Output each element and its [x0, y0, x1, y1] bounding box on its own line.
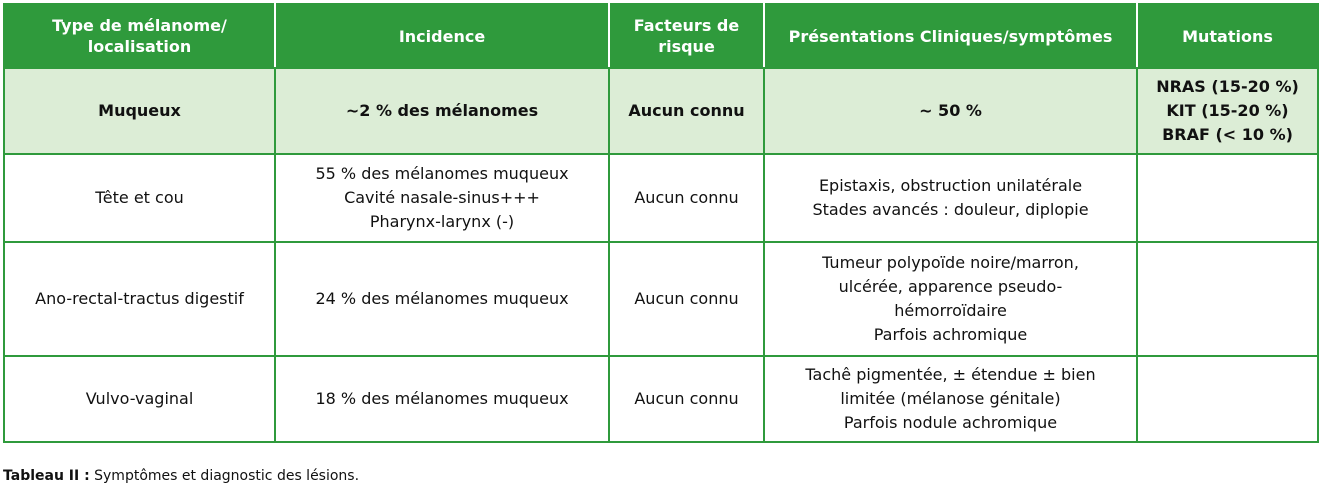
summary-incidence-cell: ~2 % des mélanomes [275, 68, 609, 154]
header-type [4, 4, 275, 68]
symptom-line: Stades avancés : douleur, diplopie [812, 200, 1089, 219]
mutations-cell [1137, 242, 1318, 356]
header-incidence-line: Incidence [398, 26, 486, 46]
mutation-item: KIT (15-20 %) [1166, 101, 1289, 120]
symptom-line: limitée (mélanose génitale) [840, 389, 1061, 408]
risk-cell: Aucun connu [609, 154, 764, 242]
header-incidence [275, 4, 609, 68]
incidence-line: Pharynx-larynx (-) [369, 212, 515, 231]
risk-cell: Aucun connu [609, 356, 764, 442]
header-type-line: localisation [87, 37, 192, 56]
incidence-line: 24 % des mélanomes muqueux [315, 289, 569, 308]
incidence-line: Cavité nasale-sinus+++ [344, 188, 540, 207]
summary-symptoms-cell: ~ 50 % [764, 68, 1137, 154]
symptom-line: Tachê pigmentée, ± étendue ± bien [805, 365, 1096, 384]
type-cell: Vulvo-vaginal [4, 356, 275, 442]
mutation-item: NRAS (15-20 %) [1156, 77, 1299, 96]
summary-mutations-cell [1137, 68, 1318, 154]
header-row [4, 4, 1318, 68]
table-caption [3, 468, 359, 484]
header-symptoms [764, 4, 1137, 68]
table-row [4, 356, 1318, 442]
header-risk-factors [609, 4, 764, 68]
mutations-cell [1137, 356, 1318, 442]
symptoms-cell [764, 356, 1137, 442]
symptoms-cell [764, 154, 1137, 242]
header-risk-line: Facteurs de [633, 16, 740, 35]
incidence-cell [275, 154, 609, 242]
symptom-line: Tumeur polypoïde noire/marron, [822, 253, 1079, 272]
mutation-item: BRAF (< 10 %) [1162, 125, 1293, 144]
symptom-line: Parfois nodule achromique [843, 413, 1058, 432]
header-symptoms-line: Présentations Cliniques/symptômes [788, 26, 1113, 46]
melanoma-table-container [3, 3, 1317, 443]
table-row [4, 242, 1318, 356]
summary-risk-cell: Aucun connu [609, 68, 764, 154]
incidence-cell [275, 356, 609, 442]
symptoms-cell [764, 242, 1137, 356]
header-mutations [1137, 4, 1318, 68]
risk-cell: Aucun connu [609, 242, 764, 356]
incidence-cell [275, 242, 609, 356]
header-risk-line: risque [658, 37, 715, 56]
header-type-line: Type de mélanome/ [52, 16, 227, 35]
caption-label: Tableau II : [3, 468, 90, 484]
type-cell: Ano-rectal-tractus digestif [4, 242, 275, 356]
summary-row [4, 68, 1318, 154]
mutations-cell [1137, 154, 1318, 242]
type-cell: Tête et cou [4, 154, 275, 242]
symptom-line: Epistaxis, obstruction unilatérale [818, 176, 1083, 195]
melanoma-table [3, 3, 1319, 443]
summary-type-cell: Muqueux [4, 68, 275, 154]
symptom-line: Parfois achromique [873, 325, 1028, 344]
table-row [4, 154, 1318, 242]
header-mutations-line: Mutations [1182, 26, 1273, 46]
incidence-line: 18 % des mélanomes muqueux [315, 389, 569, 408]
incidence-line: 55 % des mélanomes muqueux [315, 164, 569, 183]
symptom-line: ulcérée, apparence pseudo- [838, 277, 1063, 296]
symptom-line: hémorroïdaire [894, 301, 1007, 320]
caption-text: Symptômes et diagnostic des lésions. [89, 468, 360, 484]
